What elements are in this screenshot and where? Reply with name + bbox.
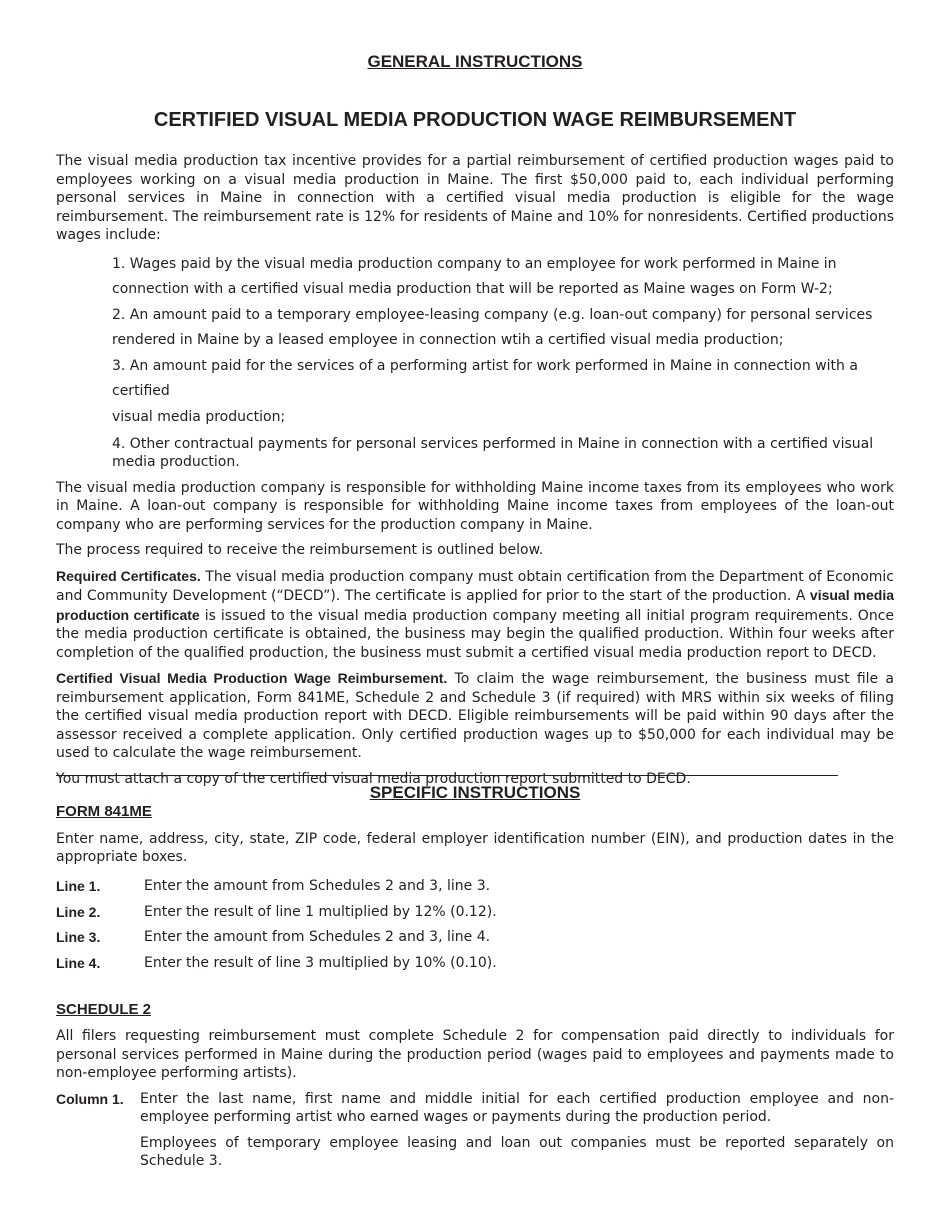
column-1-note: Employees of temporary employee leasing and loan out companies must be reported separately on Schedule 3. — [140, 1134, 894, 1170]
line-3-text: Enter the amount from Schedules 2 and 3, line 4. — [144, 929, 491, 946]
line-2-row — [56, 899, 894, 925]
line-4-text: Enter the result of line 3 multiplied by 10% (0.10). — [144, 954, 497, 971]
specific-instructions-body — [56, 803, 894, 1178]
line-3-row — [56, 925, 894, 951]
column-1-label: Column 1. — [56, 1090, 124, 1107]
spacer — [56, 976, 894, 1001]
general-instructions-body — [56, 152, 894, 795]
line-2-label: Line 2. — [56, 903, 101, 920]
required-certificates-text-b: is issued to the visual media production company meeting all initial program requirements. Once the media production certificate is obtained, the business may begin the qualified production. Within four weeks after completion of the qualified production, the business must submit a certified visual media production report to DECD. — [56, 607, 895, 661]
wage-item-3-line-1: 3. An amount paid for the services of a performing artist for work performed in Maine in connection with a certified — [112, 357, 858, 400]
wage-item-1-line-1: 1. Wages paid by the visual media production company to an employee for work performed in Maine in — [112, 255, 837, 272]
form-intro-paragraph: Enter name, address, city, state, ZIP code, federal employer identification number (EIN), and production dates in the appropriate boxes. — [56, 830, 894, 865]
wage-item-4: 4. Other contractual payments for personal services performed in Maine in connection with a certified visual media production. — [112, 435, 874, 471]
line-3-label: Line 3. — [56, 929, 101, 946]
intro-paragraph: The visual media production tax incentive provides for a partial reimbursement of certified production wages paid to employees working on a visual media production in Maine. The first $50,000 paid to, each individual performing personal services in Maine in connection with a certified visual media production is eligible for the wage reimbursement. The reimbursement rate is 12% for residents of Maine and 10% for nonresidents. Certified productions wages include: — [56, 153, 894, 243]
wage-reimbursement-paragraph — [56, 669, 894, 763]
process-paragraph: The process required to receive the reimbursement is outlined below. — [56, 542, 544, 559]
page-title: CERTIFIED VISUAL MEDIA PRODUCTION WAGE REIMBURSEMENT — [153, 109, 797, 131]
wage-reimbursement-label: Certified Visual Media Production Wage Reimbursement. — [56, 670, 448, 687]
certificate-term: visual media production certificate — [56, 587, 894, 623]
wage-reimbursement-text: To claim the wage reimbursement, the business must file a reimbursement application, Form 841ME, Schedule 2 and Schedule 3 (if required) with MRS within six weeks of filing the certified visual media production report with DECD. Eligible reimbursements will be paid within 90 days after the assessor received a complete application. Only certified production wages up to $50,000 for each individual may be used to calculate the wage reimbursement. — [56, 671, 894, 762]
line-1-label: Line 1. — [56, 878, 101, 895]
column-1-text: Enter the last name, first name and middle initial for each certified production employee and non-employee performing artist who earned wages or payments during the production period. — [140, 1090, 894, 1126]
required-certificates-label: Required Certificates. — [56, 567, 201, 584]
section-divider — [56, 775, 838, 776]
required-certificates-text-a: The visual media production company must obtain certification from the Department of Economic and Community Development (“DECD”). The certificate is applied for prior to the start of the production. A — [56, 568, 895, 605]
wage-item-3-line-2: visual media production; — [112, 409, 286, 426]
required-certificates-paragraph — [56, 567, 894, 663]
line-1-row — [56, 874, 894, 900]
line-4-row — [56, 950, 894, 976]
wage-item-2-line-2: rendered in Maine by a leased employee in connection wtih a certified visual media production; — [112, 332, 784, 349]
schedule-2-intro: All filers requesting reimbursement must complete Schedule 2 for compensation paid directly to individuals for personal services performed in Maine during the production period (wages paid to employees and payments made to non-employee performing artists). — [56, 1028, 894, 1082]
line-4-label: Line 4. — [56, 954, 101, 971]
specific-instructions-heading: SPECIFIC INSTRUCTIONS — [369, 783, 581, 802]
wage-items-list — [56, 252, 894, 472]
wage-item-2-line-1: 2. An amount paid to a temporary employee-leasing company (e.g. loan-out company) for personal services — [112, 306, 873, 323]
line-2-text: Enter the result of line 1 multiplied by 12% (0.12). — [144, 903, 497, 920]
column-1-row — [56, 1090, 894, 1178]
form-841me-heading: FORM 841ME — [56, 803, 152, 820]
withholding-paragraph: The visual media production company is responsible for withholding Maine income taxes from its employees who work in Maine. A loan-out company is responsible for withholding Maine income taxes from employees of the loan-out company who are performing services for the production company in Maine. — [56, 479, 894, 533]
attach-paragraph: You must attach a copy of the certified visual media production report submitted to DECD. — [56, 770, 691, 787]
line-1-text: Enter the amount from Schedules 2 and 3, line 3. — [144, 878, 491, 895]
column-1-text-block — [140, 1090, 894, 1178]
wage-item-1-line-2: connection with a certified visual media production that will be reported as Maine wages on Form W-2; — [112, 281, 833, 298]
schedule-2-heading: SCHEDULE 2 — [56, 1000, 152, 1018]
general-instructions-heading: GENERAL INSTRUCTIONS — [367, 52, 583, 71]
